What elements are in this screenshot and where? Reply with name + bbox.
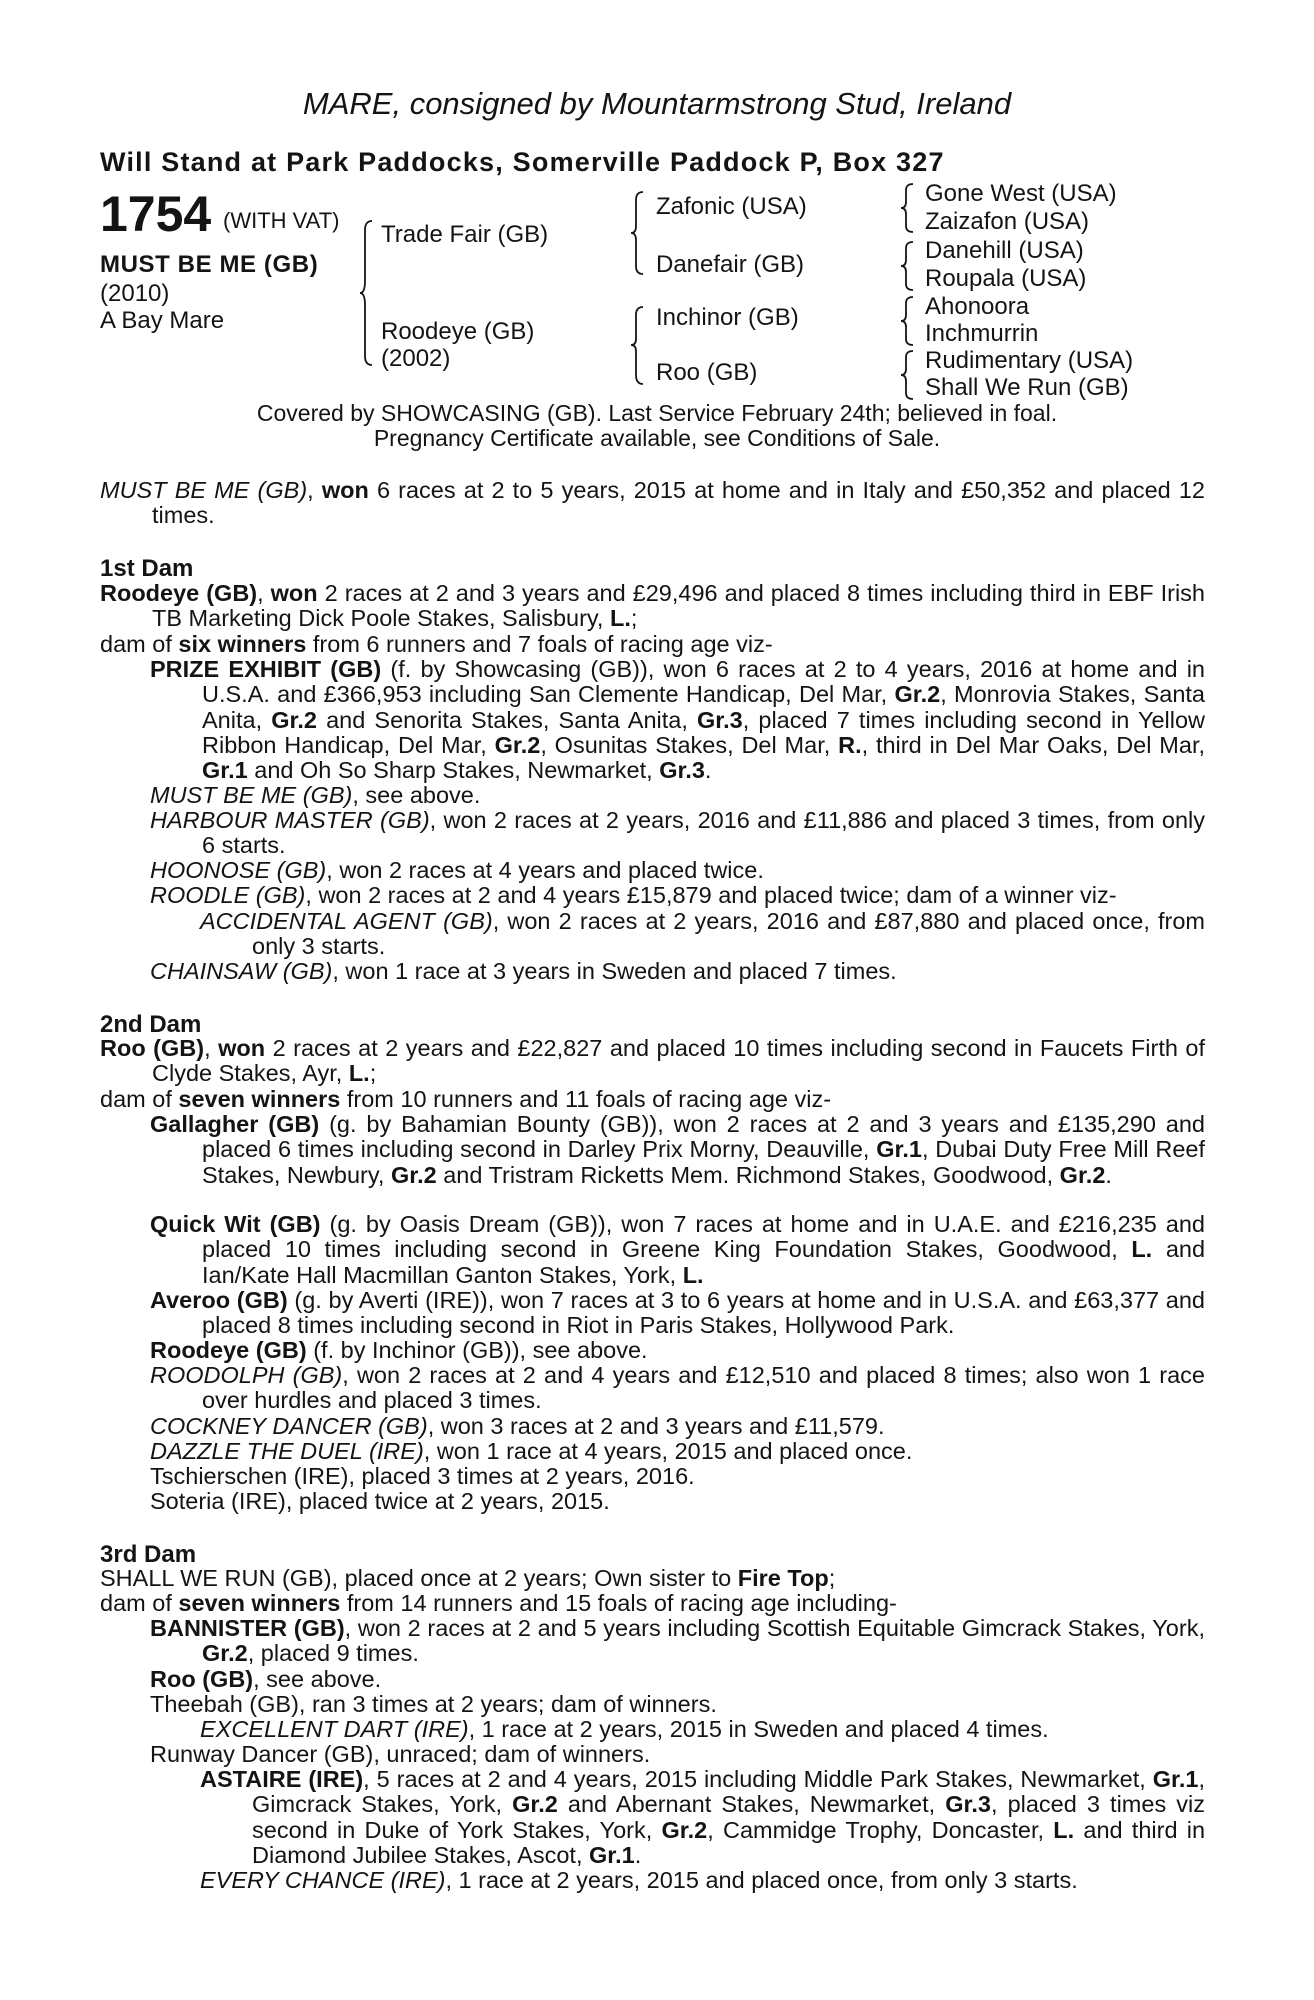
produce-entry: ASTAIRE (IRE), 5 races at 2 and 4 years, 2015 including Middle Park Stakes, Newmarket, Gr.1, Gimcrack Stakes, York, Gr.2 and Abernant Stakes, Newmarket, Gr.3, placed 3 times viz second in Duke of York Stakes, York, Gr.2, Cammidge Trophy, Doncaster, L. and third in Diamond Jubilee Stakes, Ascot, Gr.1. (200, 1766, 1206, 1868)
produce-entry: Quick Wit (GB) (g. by Oasis Dream (GB)), won 7 races at home and in U.A.E. and £216,235 and placed 10 times including second in Greene King Foundation Stakes, Goodwood, L. and Ian/Kate Hall Macmillan Ganton Stakes, York, L. (150, 1211, 1206, 1288)
pedigree-gen4-item: Shall We Run (GB) (925, 374, 1129, 401)
produce-entry: HOONOSE (GB), won 2 races at 4 years and placed twice. (150, 857, 764, 883)
produce-entry: Roo (GB), see above. (150, 1666, 382, 1692)
third-dam-produce-line: dam of seven winners from 14 runners and 15 foals of racing age including- (100, 1590, 897, 1616)
pedigree-bracket-inchinor (901, 295, 915, 347)
horse-description: A Bay Mare (100, 307, 225, 334)
produce-entry: MUST BE ME (GB), see above. (150, 782, 481, 808)
produce-entry: HARBOUR MASTER (GB), won 2 races at 2 years, 2016 and £11,886 and placed 3 times, from only 6 starts. (150, 807, 1205, 859)
pedigree-gen4-item: Roupala (USA) (925, 265, 1087, 292)
lot-vat-note: (WITH VAT) (223, 208, 340, 233)
pedigree-gen4-item: Danehill (USA) (925, 237, 1084, 264)
produce-entry: Tschierschen (IRE), placed 3 times at 2 years, 2016. (150, 1463, 695, 1489)
pedigree-bracket-gen1 (360, 218, 374, 368)
produce-entry: EVERY CHANCE (IRE), 1 race at 2 years, 2015 and placed once, from only 3 starts. (200, 1867, 1078, 1893)
produce-entry: PRIZE EXHIBIT (GB) (f. by Showcasing (GB)), won 6 races at 2 to 4 years, 2016 at home and in U.S.A. and £366,953 including San Clemente Handicap, Del Mar, Gr.2, Monrovia Stakes, Santa Anita, Gr.2 and Senorita Stakes, Santa Anita, Gr.3, placed 7 times including second in Yellow Ribbon Handicap, Del Mar, Gr.2, Osunitas Stakes, Del Mar, R., third in Del Mar Oaks, Del Mar, Gr.1 and Oh So Sharp Stakes, Newmarket, Gr.3. (150, 656, 1206, 784)
produce-entry: Averoo (GB) (g. by Averti (IRE)), won 7 races at 3 to 6 years at home and in U.S.A. and £63,377 and placed 8 times including second in Riot in Paris Stakes, Hollywood Park. (150, 1287, 1205, 1339)
produce-entry: ROODLE (GB), won 2 races at 2 and 4 years £15,879 and placed twice; dam of a winner viz- (150, 882, 1117, 908)
first-dam-record: Roodeye (GB), won 2 races at 2 and 3 years and £29,496 and placed 8 times including third in EBF Irish TB Marketing Dick Poole Stakes, Salisbury, L.; (100, 580, 1205, 632)
pedigree-bracket-danefair (901, 240, 915, 292)
produce-entry: DAZZLE THE DUEL (IRE), won 1 race at 4 years, 2015 and placed once. (150, 1438, 913, 1464)
pedigree-bracket-roo (901, 349, 915, 401)
lot-number: 1754 (100, 186, 212, 242)
pedigree-gen4-item: Rudimentary (USA) (925, 347, 1134, 374)
second-dam-produce-line: dam of seven winners from 10 runners and 11 foals of racing age viz- (100, 1086, 832, 1112)
pedigree-gen4-item: Inchmurrin (925, 320, 1039, 347)
pedigree-bracket-sire (631, 190, 645, 276)
stand-location: Will Stand at Park Paddocks, Somerville Paddock P, Box 327 (100, 147, 945, 177)
pedigree-dam-dam: Roo (GB) (656, 359, 758, 386)
produce-entry: CHAINSAW (GB), won 1 race at 3 years in Sweden and placed 7 times. (150, 958, 897, 984)
produce-entry: BANNISTER (GB), won 2 races at 2 and 5 years including Scottish Equitable Gimcrack Stakes, York, Gr.2, placed 9 times. (150, 1615, 1205, 1667)
produce-entry: EXCELLENT DART (IRE), 1 race at 2 years, 2015 in Sweden and placed 4 times. (200, 1716, 1049, 1742)
intro-paragraph: MUST BE ME (GB), won 6 races at 2 to 5 years, 2015 at home and in Italy and £50,352 and placed 12 times. (100, 477, 1206, 529)
won-label: won (321, 477, 369, 503)
pedigree-dam-sire: Inchinor (GB) (656, 304, 799, 331)
pregnancy-note: Pregnancy Certificate available, see Conditions of Sale. (373, 425, 941, 451)
pedigree-sire: Trade Fair (GB) (381, 221, 549, 248)
pedigree-bracket-zafonic (901, 182, 915, 234)
pedigree-gen4-item: Gone West (USA) (925, 180, 1117, 207)
third-dam-heading: 3rd Dam (100, 1541, 197, 1568)
produce-entry: ACCIDENTAL AGENT (GB), won 2 races at 2 years, 2016 and £87,880 and placed once, from only 3 starts. (200, 908, 1206, 960)
pedigree-dam: Roodeye (GB) (381, 318, 535, 345)
pedigree-gen4-item: Zaizafon (USA) (925, 208, 1090, 235)
pedigree-bracket-dam (631, 305, 645, 386)
third-dam-record: SHALL WE RUN (GB), placed once at 2 years; Own sister to Fire Top; (100, 1565, 836, 1591)
second-dam-heading: 2nd Dam (100, 1011, 202, 1038)
produce-entry: COCKNEY DANCER (GB), won 3 races at 2 and 3 years and £11,579. (150, 1413, 885, 1439)
produce-entry: Theebah (GB), ran 3 times at 2 years; dam of winners. (150, 1691, 717, 1717)
second-dam-record: Roo (GB), won 2 races at 2 years and £22,827 and placed 10 times including second in Faucets Firth of Clyde Stakes, Ayr, L.; (100, 1035, 1206, 1087)
pedigree-sire-dam: Danefair (GB) (656, 251, 805, 278)
consignor-line: MARE, consigned by Mountarmstrong Stud, Ireland (302, 86, 1012, 121)
covered-note: Covered by SHOWCASING (GB). Last Service February 24th; believed in foal. (256, 400, 1058, 426)
pedigree-sire-sire: Zafonic (USA) (656, 193, 807, 220)
produce-entry: Gallagher (GB) (g. by Bahamian Bounty (GB)), won 2 races at 2 and 3 years and £135,290 and placed 6 times including second in Darley Prix Morny, Deauville, Gr.1, Dubai Duty Free Mill Reef Stakes, Newbury, Gr.2 and Tristram Ricketts Mem. Richmond Stakes, Goodwood, Gr.2. (150, 1111, 1206, 1188)
pedigree-gen4-item: Ahonoora (925, 293, 1030, 320)
pedigree-dam-year: (2002) (381, 345, 451, 372)
first-dam-produce-line: dam of six winners from 6 runners and 7 foals of racing age viz- (100, 631, 773, 657)
produce-entry: Roodeye (GB) (f. by Inchinor (GB)), see above. (150, 1337, 648, 1363)
produce-entry: Soteria (IRE), placed twice at 2 years, 2015. (150, 1488, 610, 1514)
produce-entry: Runway Dancer (GB), unraced; dam of winners. (150, 1741, 651, 1767)
first-dam-heading: 1st Dam (100, 555, 194, 582)
horse-year: (2010) (100, 280, 170, 307)
horse-name: MUST BE ME (GB) (100, 251, 319, 278)
horse-ref: MUST BE ME (GB) (100, 477, 308, 503)
produce-entry: ROODOLPH (GB), won 2 races at 2 and 4 years and £12,510 and placed 8 times; also won 1 race over hurdles and placed 3 times. (150, 1362, 1205, 1414)
